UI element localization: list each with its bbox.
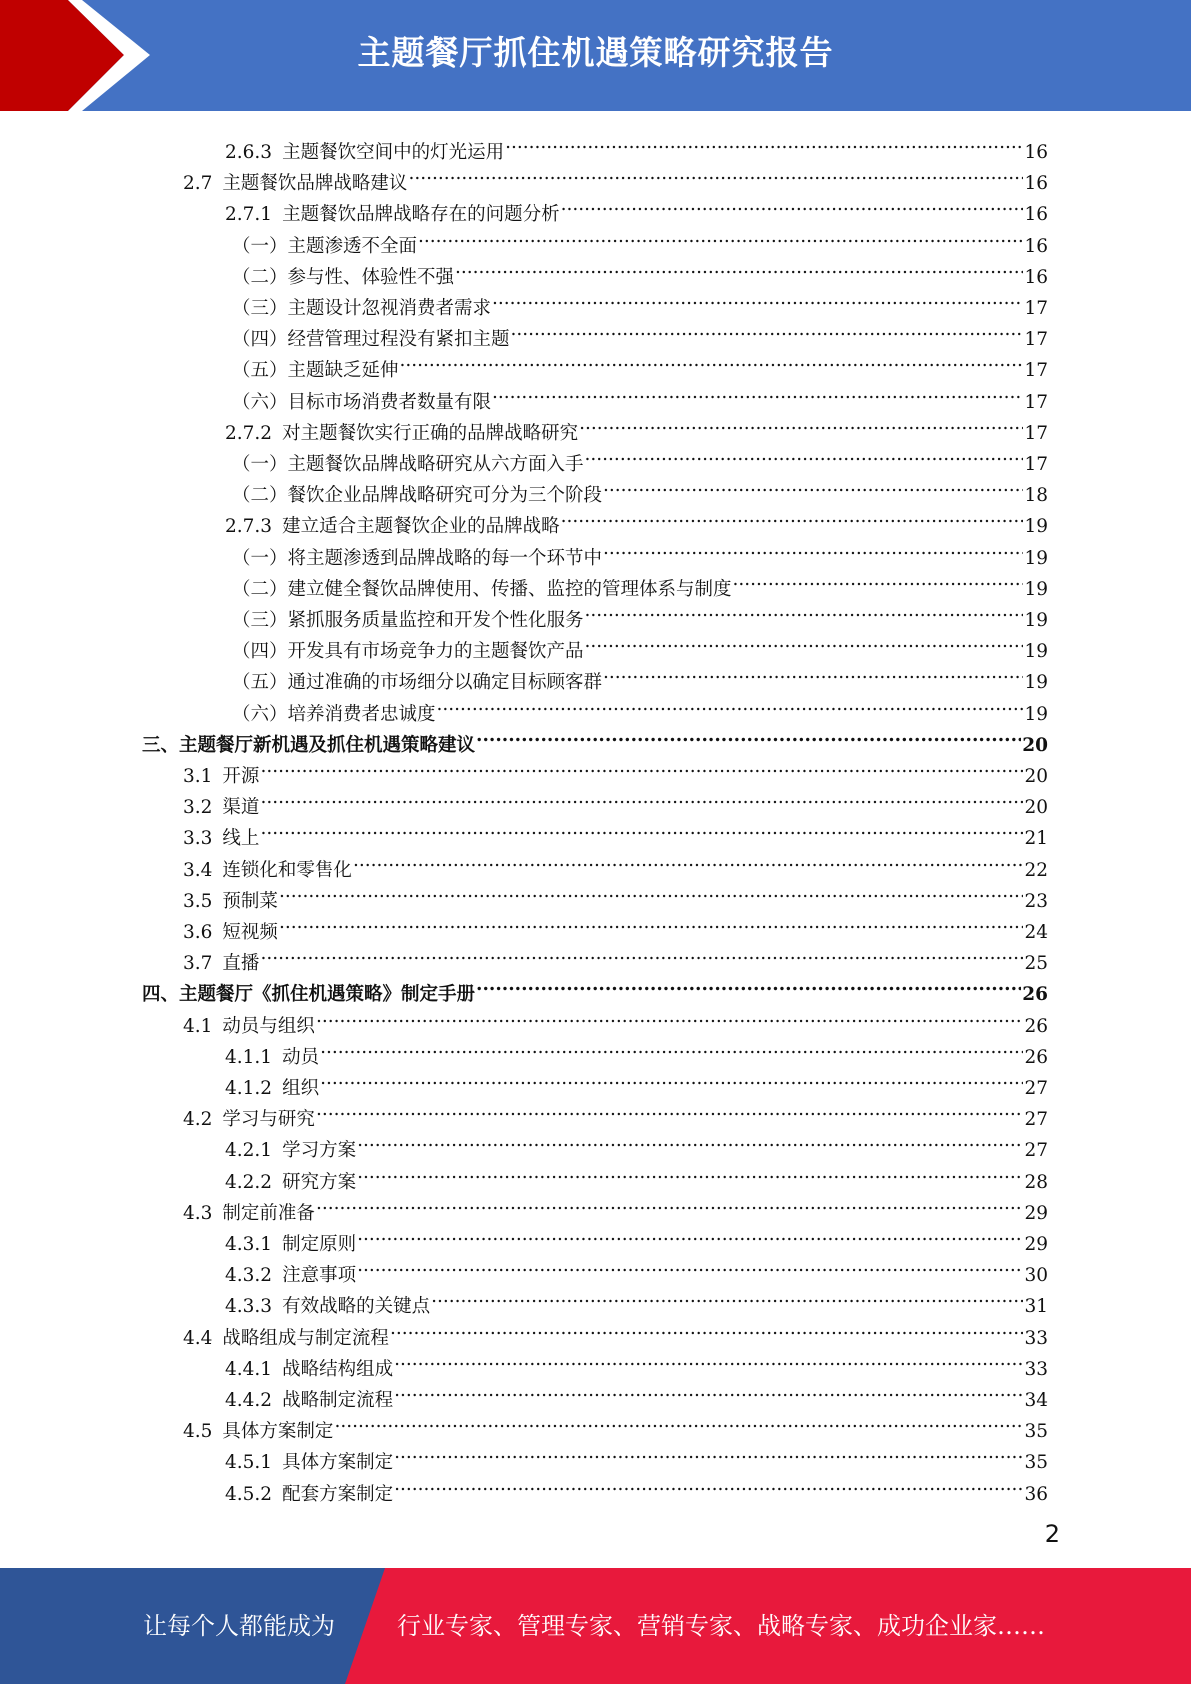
toc-entry-title: 主题设计忽视消费者需求 [287, 298, 492, 319]
toc-entry[interactable] [183, 782, 1048, 819]
footer-slogan-right: 行业专家、管理专家、营销专家、战略专家、成功企业家…… [397, 1612, 1045, 1640]
toc-entry-page: 23 [1024, 890, 1048, 912]
toc-entry[interactable] [225, 1469, 1048, 1505]
toc-entry-page: 26 [1024, 1015, 1048, 1037]
toc-entry[interactable] [225, 1219, 1048, 1255]
toc-dot-leader [334, 1406, 1023, 1437]
toc-entry-page: 19 [1024, 703, 1048, 725]
toc-entry[interactable] [183, 751, 1048, 787]
toc-entry-page: 16 [1024, 142, 1048, 163]
toc-dot-leader [320, 1032, 1023, 1063]
toc-entry[interactable] [183, 907, 1048, 943]
toc-dot-leader [418, 221, 1023, 252]
toc-entry-page: 21 [1024, 828, 1048, 850]
toc-entry[interactable] [225, 1344, 1048, 1380]
toc-entry-page: 36 [1024, 1483, 1048, 1505]
report-title: 主题餐厅抓住机遇策略研究报告 [357, 33, 834, 72]
toc-entry-number: 2.7.3 [225, 516, 273, 538]
toc-entry-title: 组织 [282, 1078, 320, 1099]
toc-entry-page: 25 [1024, 953, 1048, 975]
toc-entry-number: （一） [232, 547, 288, 569]
toc-entry-number: （三） [232, 298, 288, 319]
toc-entry[interactable] [225, 1063, 1048, 1099]
toc-entry[interactable] [183, 1313, 1048, 1349]
toc-entry-page: 35 [1024, 1452, 1048, 1474]
toc-entry-page: 24 [1024, 922, 1048, 943]
toc-entry-title: 目标市场消费者数量有限 [287, 391, 492, 413]
toc-entry-title: 有效战略的关键点 [282, 1296, 431, 1318]
toc-dot-leader [316, 1001, 1024, 1032]
toc-entry[interactable] [225, 1032, 1048, 1068]
toc-entry[interactable] [183, 813, 1048, 850]
toc-entry-page: 18 [1024, 485, 1048, 507]
toc-dot-leader [390, 1313, 1024, 1344]
toc-dot-leader [357, 1125, 1023, 1156]
toc-entry-page: 16 [1024, 235, 1048, 257]
toc-entry-page: 19 [1024, 516, 1048, 538]
toc-dot-leader [357, 1219, 1023, 1250]
toc-entry-number: 4.1 [183, 1015, 213, 1037]
toc-entry-title: 对主题餐饮实行正确的品牌战略研究 [282, 422, 579, 444]
toc-dot-leader [357, 1157, 1023, 1188]
toc-entry-number: 4.4.1 [225, 1358, 273, 1380]
toc-entry-number: 2.7 [183, 173, 213, 195]
toc-entry-number: 4.3.3 [225, 1296, 273, 1318]
toc-dot-leader [394, 1344, 1023, 1375]
toc-entry-number: （六） [232, 703, 288, 725]
toc-entry[interactable] [232, 626, 1048, 663]
toc-entry[interactable] [183, 158, 1048, 195]
toc-dot-leader [579, 408, 1023, 439]
toc-dot-leader [585, 595, 1024, 626]
toc-entry-number: （二） [232, 266, 288, 288]
toc-entry-number: （五） [232, 360, 288, 382]
toc-entry-page: 19 [1024, 672, 1048, 694]
toc-dot-leader [260, 751, 1023, 782]
toc-entry-number: 4.2.1 [225, 1140, 273, 1162]
toc-entry-number: 3.5 [183, 890, 213, 912]
toc-entry-title: 主题餐饮空间中的灯光运用 [282, 142, 505, 163]
page-header [0, 0, 1191, 111]
toc-entry-title: 开源 [222, 766, 260, 787]
toc-dot-leader [320, 1063, 1023, 1094]
toc-entry-title: 参与性、体验性不强 [287, 266, 455, 288]
toc-entry[interactable] [225, 1125, 1048, 1162]
toc-entry[interactable] [183, 845, 1048, 881]
toc-entry-title: 经营管理过程没有紧扣主题 [287, 329, 510, 351]
toc-entry-number: （三） [232, 610, 288, 631]
toc-entry-number: 3.2 [183, 797, 213, 819]
toc-entry[interactable] [225, 1281, 1048, 1318]
toc-entry-number: 4.3.2 [225, 1265, 273, 1287]
toc-entry-number: 3.1 [183, 766, 213, 787]
toc-entry[interactable] [225, 1157, 1048, 1193]
toc-entry-title: 餐饮企业品牌战略研究可分为三个阶段 [287, 485, 603, 507]
toc-entry[interactable] [183, 938, 1048, 975]
toc-entry[interactable] [232, 377, 1048, 413]
toc-entry-title: 具体方案制定 [222, 1421, 334, 1443]
toc-entry-title: 主题餐饮品牌战略研究从六方面入手 [287, 454, 584, 475]
toc-entry-title: 预制菜 [222, 890, 278, 912]
toc-entry-page: 17 [1024, 422, 1048, 444]
toc-entry[interactable] [232, 657, 1048, 694]
toc-entry-title: 动员与组织 [222, 1015, 315, 1037]
toc-entry-page: 31 [1024, 1296, 1048, 1318]
toc-entry-title: 短视频 [222, 922, 278, 943]
toc-entry-page: 33 [1024, 1327, 1048, 1349]
toc-entry-number: 3.3 [183, 828, 213, 850]
toc-entry-title: 动员 [282, 1046, 320, 1068]
toc-entry-page: 17 [1024, 454, 1048, 475]
page-footer [0, 1568, 1191, 1684]
toc-entry-title: 战略组成与制定流程 [222, 1327, 389, 1349]
toc-entry[interactable] [183, 1094, 1048, 1131]
toc-entry[interactable] [183, 1406, 1048, 1443]
toc-entry-number: 2.6.3 [225, 142, 273, 163]
toc-entry-number: （六） [232, 391, 288, 413]
toc-entry-title: 战略制定流程 [282, 1390, 394, 1411]
toc-dot-leader [260, 782, 1023, 813]
toc-dot-leader [476, 969, 1021, 1000]
toc-entry[interactable] [232, 283, 1048, 319]
toc-entry-title: 主题缺乏延伸 [287, 360, 399, 382]
toc-dot-leader [316, 1094, 1024, 1125]
toc-entry-number: 4.3 [183, 1202, 213, 1224]
toc-entry[interactable] [225, 127, 1048, 163]
toc-entry-title: 线上 [222, 828, 260, 850]
toc-dot-leader [279, 907, 1024, 938]
toc-entry-page: 16 [1024, 204, 1048, 226]
toc-entry[interactable] [225, 408, 1048, 444]
toc-entry-title: 具体方案制定 [282, 1452, 394, 1474]
toc-dot-leader [561, 501, 1024, 532]
toc-entry-number: （四） [232, 329, 288, 351]
toc-dot-leader [505, 127, 1023, 158]
toc-entry-page: 17 [1024, 391, 1048, 413]
toc-entry-page: 26 [1022, 984, 1048, 1006]
toc-entry-page: 17 [1024, 329, 1048, 351]
toc-entry-page: 19 [1024, 547, 1048, 569]
toc-entry-number: 三、 [142, 734, 180, 756]
toc-entry-title: 学习与研究 [222, 1109, 315, 1131]
toc-entry-page: 20 [1022, 734, 1048, 756]
toc-entry-number: （二） [232, 578, 288, 600]
toc-entry-number: 4.4.2 [225, 1390, 273, 1411]
toc-dot-leader [492, 283, 1023, 314]
toc-entry-number: 2.7.1 [225, 204, 273, 226]
toc-dot-leader [431, 1281, 1023, 1312]
toc-entry[interactable] [232, 439, 1048, 475]
toc-dot-leader [561, 189, 1024, 220]
toc-entry[interactable] [232, 314, 1048, 351]
toc-dot-leader [394, 1469, 1023, 1500]
toc-dot-leader [394, 1437, 1023, 1468]
toc-entry[interactable] [225, 189, 1048, 226]
toc-entry-title: 学习方案 [282, 1140, 357, 1162]
toc-entry-page: 19 [1024, 578, 1048, 600]
toc-entry[interactable] [225, 1375, 1048, 1411]
toc-entry-title: 渠道 [222, 797, 260, 819]
toc-dot-leader [353, 845, 1024, 876]
toc-entry-page: 29 [1024, 1202, 1048, 1224]
toc-entry-page: 27 [1024, 1109, 1048, 1131]
toc-entry-title: 主题餐厅新机遇及抓住机遇策略建议 [179, 734, 476, 756]
toc-dot-leader [476, 720, 1021, 751]
toc-entry-page: 16 [1024, 266, 1048, 288]
toc-dot-leader [260, 813, 1023, 844]
toc-dot-leader [603, 657, 1023, 688]
toc-entry[interactable] [232, 689, 1048, 725]
toc-entry-title: 制定原则 [282, 1234, 357, 1255]
toc-entry-page: 29 [1024, 1234, 1048, 1255]
toc-dot-leader [357, 1250, 1023, 1281]
toc-dot-leader [603, 533, 1023, 564]
toc-entry[interactable] [232, 470, 1048, 507]
toc-entry-title: 通过准确的市场细分以确定目标顾客群 [287, 672, 603, 694]
toc-entry-number: 四、 [142, 984, 180, 1006]
toc-dot-leader [279, 876, 1024, 907]
toc-entry-title: 紧抓服务质量监控和开发个性化服务 [287, 610, 584, 631]
toc-entry[interactable] [232, 564, 1048, 600]
toc-entry-title: 将主题渗透到品牌战略的每一个环节中 [287, 547, 603, 569]
toc-dot-leader [455, 252, 1023, 283]
toc-entry-number: （四） [232, 641, 288, 663]
toc-entry-number: （五） [232, 672, 288, 694]
toc-entry-number: 2.7.2 [225, 422, 273, 444]
toc-entry-number: 3.7 [183, 953, 213, 975]
toc-entry[interactable] [183, 876, 1048, 912]
toc-entry-title: 培养消费者忠诚度 [287, 703, 436, 725]
page-number: 2 [1044, 1520, 1060, 1548]
toc-entry-title: 配套方案制定 [282, 1483, 394, 1505]
toc-entry-page: 19 [1024, 610, 1048, 631]
toc-dot-leader [316, 1188, 1024, 1219]
toc-entry-title: 开发具有市场竞争力的主题餐饮产品 [287, 641, 584, 663]
toc-dot-leader [492, 377, 1023, 408]
toc-entry-number: 4.1.2 [225, 1078, 273, 1099]
toc-entry-number: 4.4 [183, 1327, 213, 1349]
toc-entry-title: 建立适合主题餐饮企业的品牌战略 [282, 516, 560, 538]
toc-entry-title: 主题餐饮品牌战略存在的问题分析 [282, 204, 560, 226]
toc-entry-title: 直播 [222, 953, 260, 975]
toc-entry-title: 建立健全餐饮品牌使用、传播、监控的管理体系与制度 [287, 578, 732, 600]
toc-entry-page: 33 [1024, 1358, 1048, 1380]
toc-entry-number: 4.5.2 [225, 1483, 273, 1505]
toc-entry[interactable] [232, 533, 1048, 569]
toc-dot-leader [585, 439, 1024, 470]
toc-entry-page: 27 [1024, 1078, 1048, 1099]
toc-entry-number: 4.5 [183, 1421, 213, 1443]
toc-entry-number: 3.4 [183, 859, 213, 881]
toc-entry[interactable] [183, 1001, 1048, 1037]
toc-entry[interactable] [232, 252, 1048, 288]
toc-entry-page: 19 [1024, 641, 1048, 663]
toc-dot-leader [585, 626, 1024, 657]
toc-entry-page: 16 [1024, 173, 1048, 195]
toc-entry[interactable] [225, 1250, 1048, 1287]
toc-entry-title: 战略结构组成 [282, 1358, 394, 1380]
toc-dot-leader [394, 1375, 1023, 1406]
toc-entry-page: 34 [1024, 1390, 1048, 1411]
toc-entry[interactable] [225, 501, 1048, 538]
toc-entry-title: 主题餐厅《抓住机遇策略》制定手册 [179, 984, 476, 1006]
toc-entry-number: （二） [232, 485, 288, 507]
toc-entry-title: 主题餐饮品牌战略建议 [222, 173, 408, 195]
toc-entry-title: 注意事项 [282, 1265, 357, 1287]
toc-entry[interactable] [232, 221, 1048, 257]
toc-entry[interactable] [183, 1188, 1048, 1224]
toc-entry[interactable] [232, 345, 1048, 382]
toc-entry-number: 3.6 [183, 922, 213, 943]
toc-entry-title: 连锁化和零售化 [222, 859, 352, 881]
toc-entry-page: 22 [1024, 859, 1048, 881]
toc-dot-leader [400, 345, 1024, 376]
toc-entry[interactable] [232, 595, 1048, 631]
toc-entry-number: 4.3.1 [225, 1234, 273, 1255]
toc-entry[interactable] [142, 720, 1048, 756]
toc-entry[interactable] [225, 1437, 1048, 1474]
toc-dot-leader [733, 564, 1024, 595]
toc-entry-page: 30 [1024, 1265, 1048, 1287]
toc-dot-leader [603, 470, 1023, 501]
toc-entry-page: 20 [1024, 797, 1048, 819]
toc-dot-leader [408, 158, 1023, 189]
footer-slogan-left: 让每个人都能成为 [143, 1612, 335, 1640]
toc-entry[interactable] [142, 969, 1048, 1006]
toc-entry-page: 17 [1024, 298, 1048, 319]
toc-entry-page: 27 [1024, 1140, 1048, 1162]
toc-entry-page: 35 [1024, 1421, 1048, 1443]
toc-dot-leader [511, 314, 1024, 345]
toc-entry-page: 28 [1024, 1171, 1048, 1193]
toc-entry-page: 26 [1024, 1046, 1048, 1068]
toc-entry-title: 制定前准备 [222, 1202, 315, 1224]
toc-entry-title: 研究方案 [282, 1171, 357, 1193]
toc-entry-number: （一） [232, 235, 288, 257]
toc-entry-title: 主题渗透不全面 [287, 235, 418, 257]
toc-entry-number: （一） [232, 454, 288, 475]
toc-entry-number: 4.5.1 [225, 1452, 273, 1474]
toc-dot-leader [260, 938, 1023, 969]
toc-entry-page: 17 [1024, 360, 1048, 382]
toc-entry-page: 20 [1024, 766, 1048, 787]
toc-entry-number: 4.2.2 [225, 1171, 273, 1193]
toc-entry-number: 4.1.1 [225, 1046, 273, 1068]
toc-entry-number: 4.2 [183, 1109, 213, 1131]
toc-dot-leader [437, 689, 1024, 720]
